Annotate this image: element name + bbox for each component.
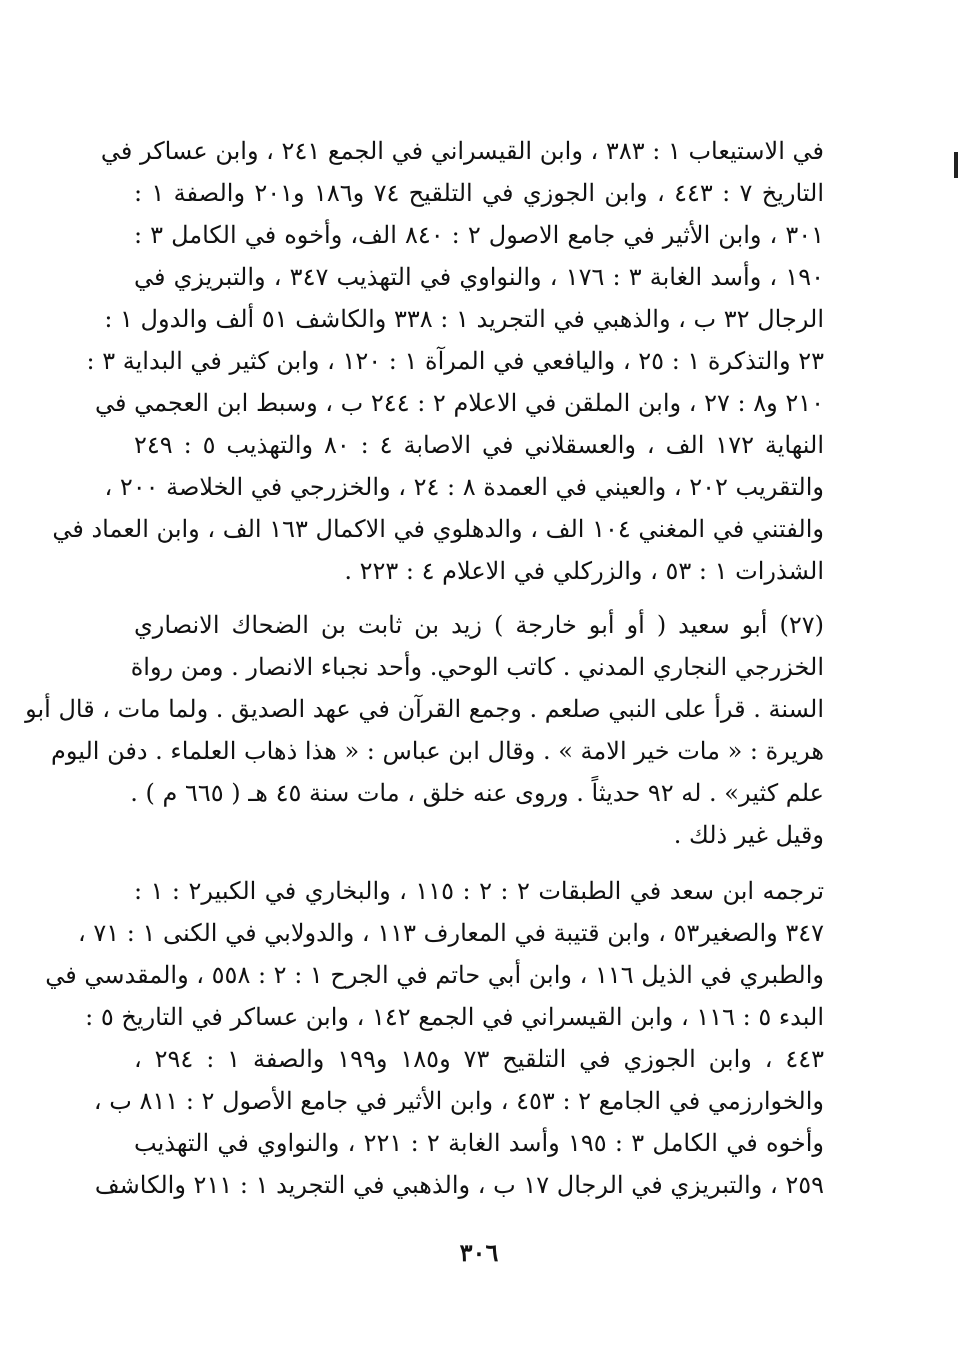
- text-line: ٣٠١ ، وابن الأثير في جامع الاصول ٢ : ٨٤٠ الف، وأخوه في الكامل ٣ :: [134, 221, 825, 249]
- text-line: وقيل غير ذلك .: [673, 821, 824, 849]
- text-line: ٢٥٩ ، والتبريزي في الرجال ١٧ ب ، والذهبي في التجريد ١ : ٢١١ والكاشف: [94, 1171, 824, 1199]
- text-line: التاريخ ٧ : ٤٤٣ ، وابن الجوزي في التلقيح ٧٤ و١٨٦ و٢٠١ والصفة ١ :: [134, 179, 825, 207]
- paragraph-biography-27: [25, 604, 824, 856]
- text-line: ٢١٠ و٨ : ٢٧ ، وابن الملقن في الاعلام ٢ : ٢٤٤ ب ، وسبط ابن العجمي في: [95, 389, 824, 417]
- text-line: ترجمه ابن سعد في الطبقات ٢ : ٢ : ١١٥ ، والبخاري في الكبير٢ : ١ :: [134, 877, 825, 905]
- text-line: الخزرجي النجاري المدني . كاتب الوحي. وأحد نجباء الانصار . ومن رواة: [130, 653, 824, 681]
- text-line: وأخوه في الكامل ٣ : ١٩٥ وأسد الغابة ٢ : ٢٢١ ، والنواوي في التهذيب: [134, 1129, 825, 1157]
- text-line: الرجال ٣٢ ب ، والذهبي في التجريد ١ : ٣٣٨ والكاشف ٥١ ألف والدول ١ :: [104, 305, 824, 333]
- text-line: ٢٣ والتذكرة ١ : ٢٥ ، واليافعي في المرآة ١ : ١٢٠ ، وابن كثير في البداية ٣ :: [86, 347, 824, 375]
- text-line: (٢٧) أبو سعيد ( أو أبو خارجة ) زيد بن ثابت بن الضحاك الانصاري: [134, 611, 824, 639]
- text-line: والفتني في المغني ١٠٤ الف ، والدهلوي في الاكمال ١٦٣ الف ، وابن العماد في: [52, 515, 824, 543]
- text-line: السنة . قرأ على النبي صلعم . وجمع القرآن في عهد الصديق . ولما مات ، قال أبو: [25, 695, 824, 723]
- text-line: البدء ٥ : ١١٦ ، وابن القيسراني في الجمع ١٤٢ ، وابن عساكر في التاريخ ٥ :: [85, 1003, 824, 1031]
- margin-mark: [954, 152, 958, 178]
- text-line: ٤٤٣ ، وابن الجوزي في التلقيح ٧٣ و١٨٥ و١٩٩ والصفة ١ : ٢٩٤ ،: [134, 1045, 825, 1073]
- text-line: والطبري في الذيل ١١٦ ، وابن أبي حاتم في الجرح ١ : ٢ : ٥٥٨ ، والمقدسي في: [45, 961, 824, 989]
- text-line: والخوارزمي في الجامع ٢ : ٤٥٣ ، وابن الأثير في جامع الأصول ٢ : ٨١١ ب ،: [93, 1087, 824, 1115]
- text-line: والتقريب ٢٠٢ ، والعيني في العمدة ٨ : ٢٤ ، والخزرجي في الخلاصة ٢٠٠ ،: [104, 473, 824, 501]
- page-number: ٣٠٦: [459, 1238, 499, 1267]
- text-line: ٣٤٧ والصغير٥٣ ، وابن قتيبة في المعارف ١١٣ ، والدولابي في الكنى ١ : ٧١ ،: [77, 919, 824, 947]
- text-line: هريرة : « مات خير الامة » . وقال ابن عباس : « هذا ذهاب العلماء . دفن اليوم: [50, 737, 824, 765]
- text-line: في الاستيعاب ١ : ٣٨٣ ، وابن القيسراني في الجمع ٢٤١ ، وابن عساكر في: [100, 137, 824, 165]
- text-line: ١٩٠ ، وأسد الغابة ٣ : ١٧٦ ، والنواوي في التهذيب ٣٤٧ ، والتبريزي في: [134, 263, 824, 291]
- text-line: النهاية ١٧٢ الف ، والعسقلاني في الاصابة ٤ : ٨٠ والتهذيب ٥ : ٢٤٩: [134, 431, 825, 459]
- paragraph-references-1: [52, 130, 825, 592]
- text-line: الشذرات ١ : ٥٣ ، والزركلي في الاعلام ٤ : ٢٢٣ .: [344, 557, 824, 585]
- paragraph-references-2: [45, 870, 825, 1206]
- text-line: علم كثير» . له ٩٢ حديثاً . وروى عنه خلق ، مات سنة ٤٥ هـ ( ٦٦٥ م ) .: [130, 779, 824, 807]
